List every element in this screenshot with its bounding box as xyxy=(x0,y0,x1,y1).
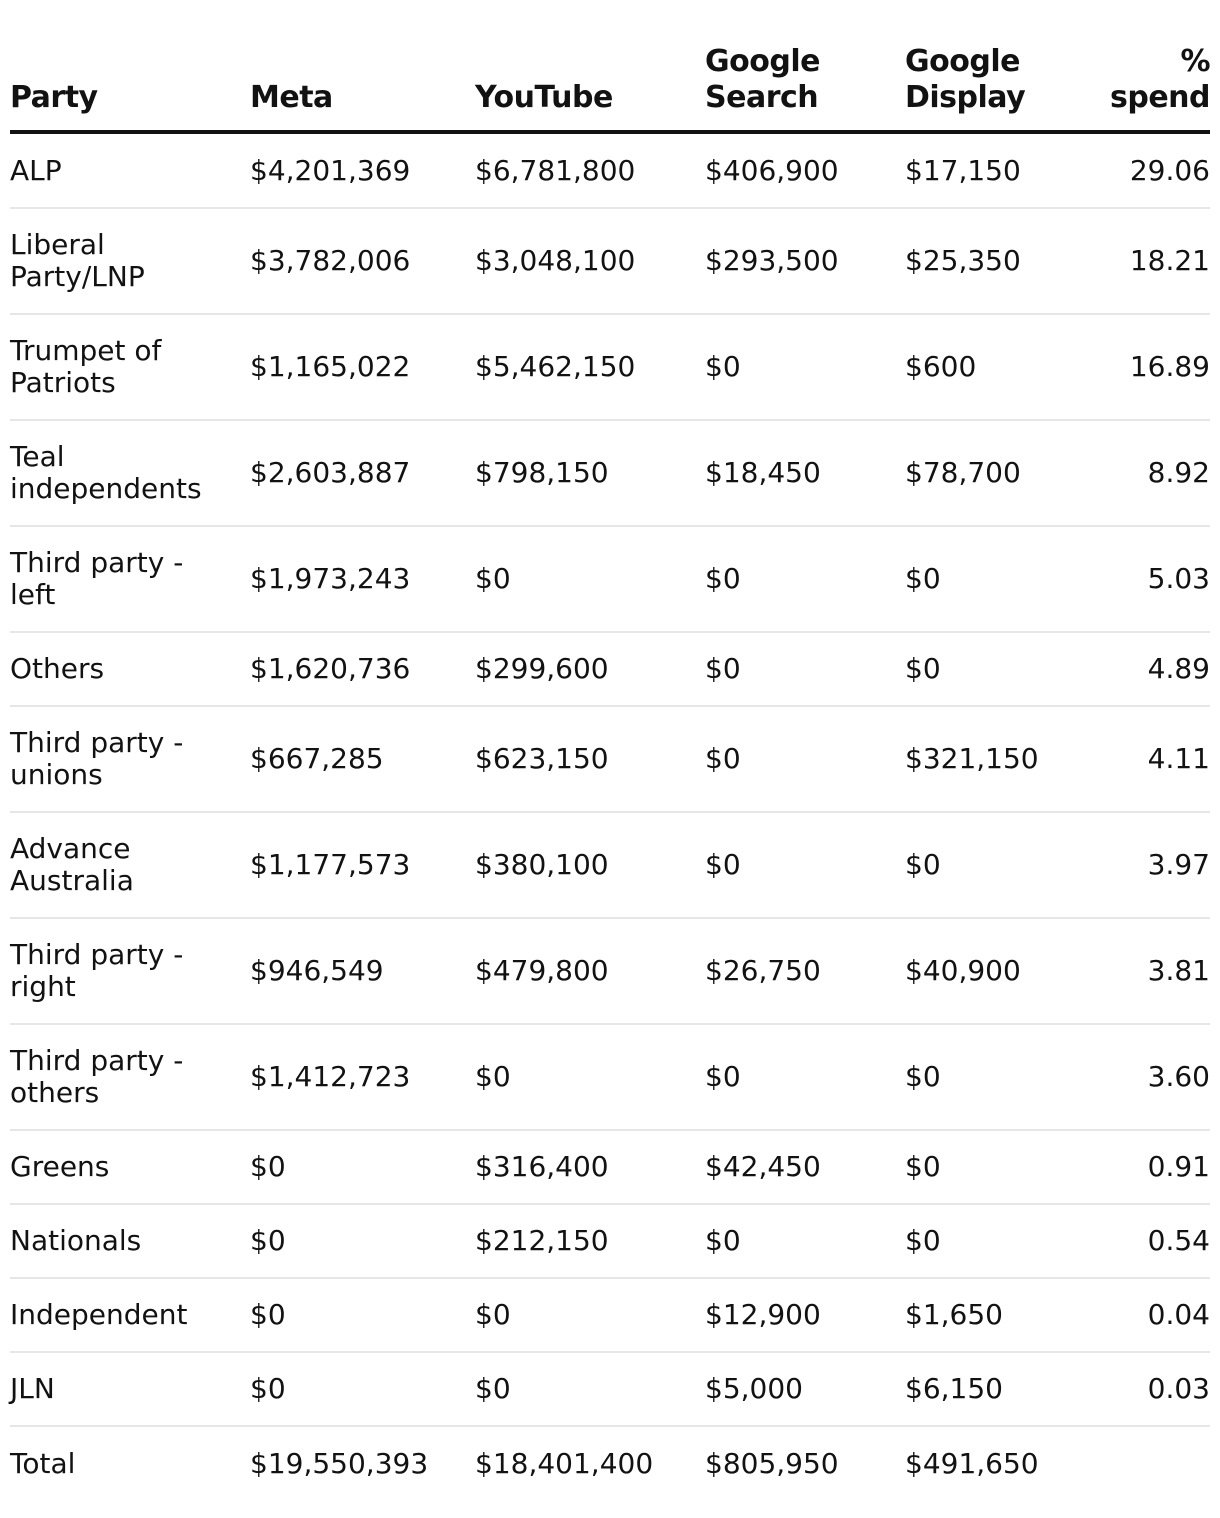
cell-google-search: $26,750 xyxy=(705,918,905,1024)
cell-party: Nationals xyxy=(10,1204,250,1278)
cell-google-display: $0 xyxy=(905,1024,1105,1130)
cell-pct-spend: 8.92 xyxy=(1105,420,1210,526)
cell-google-display: $0 xyxy=(905,526,1105,632)
cell-youtube: $212,150 xyxy=(475,1204,705,1278)
cell-party: Advance Australia xyxy=(10,812,250,918)
cell-meta: $1,620,736 xyxy=(250,632,475,706)
header-meta[interactable]: Meta xyxy=(250,0,475,132)
cell-google-display: $0 xyxy=(905,1130,1105,1204)
cell-party: Greens xyxy=(10,1130,250,1204)
cell-party: Independent xyxy=(10,1278,250,1352)
cell-youtube: $0 xyxy=(475,526,705,632)
table-row xyxy=(10,812,1210,918)
cell-meta: $1,412,723 xyxy=(250,1024,475,1130)
cell-google-search: $0 xyxy=(705,706,905,812)
cell-youtube: $623,150 xyxy=(475,706,705,812)
cell-google-display: $0 xyxy=(905,632,1105,706)
cell-google-display: $1,650 xyxy=(905,1278,1105,1352)
cell-meta: $1,177,573 xyxy=(250,812,475,918)
table-row xyxy=(10,208,1210,314)
cell-google-search: $18,450 xyxy=(705,420,905,526)
cell-pct-spend: 0.54 xyxy=(1105,1204,1210,1278)
cell-meta: $946,549 xyxy=(250,918,475,1024)
cell-party: Liberal Party/LNP xyxy=(10,208,250,314)
cell-party: Third party - unions xyxy=(10,706,250,812)
cell-google-search: $12,900 xyxy=(705,1278,905,1352)
cell-meta: $2,603,887 xyxy=(250,420,475,526)
cell-party: Third party - left xyxy=(10,526,250,632)
cell-google-display: $25,350 xyxy=(905,208,1105,314)
table-row xyxy=(10,1024,1210,1130)
cell-youtube: $0 xyxy=(475,1024,705,1130)
cell-google-search: $42,450 xyxy=(705,1130,905,1204)
ad-spend-table-container xyxy=(10,0,1210,1500)
table-header xyxy=(10,0,1210,132)
header-google-display[interactable]: Google Display xyxy=(905,0,1105,132)
cell-meta: $667,285 xyxy=(250,706,475,812)
cell-google-display: $17,150 xyxy=(905,132,1105,208)
cell-google-search: $406,900 xyxy=(705,132,905,208)
cell-google-search: $0 xyxy=(705,1204,905,1278)
cell-party: JLN xyxy=(10,1352,250,1426)
cell-google-search: $0 xyxy=(705,812,905,918)
cell-meta: $0 xyxy=(250,1352,475,1426)
cell-pct-spend: 0.04 xyxy=(1105,1278,1210,1352)
table-row xyxy=(10,132,1210,208)
cell-youtube: $0 xyxy=(475,1278,705,1352)
table-row xyxy=(10,1352,1210,1426)
table-row xyxy=(10,314,1210,420)
cell-google-search: $0 xyxy=(705,526,905,632)
cell-pct-spend: 0.03 xyxy=(1105,1352,1210,1426)
cell-google-search: $0 xyxy=(705,1024,905,1130)
cell-meta: $0 xyxy=(250,1130,475,1204)
table-row xyxy=(10,1204,1210,1278)
cell-google-display: $6,150 xyxy=(905,1352,1105,1426)
cell-youtube: $316,400 xyxy=(475,1130,705,1204)
cell-youtube: $6,781,800 xyxy=(475,132,705,208)
cell-party: Third party - right xyxy=(10,918,250,1024)
cell-pct-spend: 29.06 xyxy=(1105,132,1210,208)
table-row xyxy=(10,420,1210,526)
cell-youtube: $479,800 xyxy=(475,918,705,1024)
cell-pct-spend: 5.03 xyxy=(1105,526,1210,632)
cell-pct-spend: 18.21 xyxy=(1105,208,1210,314)
cell-google-display: $600 xyxy=(905,314,1105,420)
cell-youtube: $380,100 xyxy=(475,812,705,918)
header-pct-spend[interactable]: % spend xyxy=(1105,0,1210,132)
cell-meta: $0 xyxy=(250,1278,475,1352)
header-party[interactable]: Party xyxy=(10,0,250,132)
cell-google-display: $0 xyxy=(905,1204,1105,1278)
table-row xyxy=(10,1130,1210,1204)
cell-google-search: $0 xyxy=(705,632,905,706)
total-cell-meta: $19,550,393 xyxy=(250,1446,429,1480)
cell-pct-spend: 4.89 xyxy=(1105,632,1210,706)
cell-youtube: $0 xyxy=(475,1352,705,1426)
table-body xyxy=(10,132,1210,1500)
cell-party: Trumpet of Patriots xyxy=(10,314,250,420)
cell-youtube: $798,150 xyxy=(475,420,705,526)
cell-meta: $0 xyxy=(250,1204,475,1278)
cell-meta: $3,782,006 xyxy=(250,208,475,314)
header-youtube[interactable]: YouTube xyxy=(475,0,705,132)
cell-google-display: $0 xyxy=(905,812,1105,918)
cell-meta: $4,201,369 xyxy=(250,132,475,208)
cell-google-display: $40,900 xyxy=(905,918,1105,1024)
table-row xyxy=(10,632,1210,706)
total-cell-party: Total xyxy=(10,1446,76,1480)
total-row xyxy=(10,1426,1210,1500)
cell-google-display: $78,700 xyxy=(905,420,1105,526)
table-row xyxy=(10,526,1210,632)
cell-party: Others xyxy=(10,632,250,706)
table-row xyxy=(10,918,1210,1024)
cell-pct-spend: 3.81 xyxy=(1105,918,1210,1024)
total-cell-youtube: $18,401,400 xyxy=(475,1446,654,1480)
total-cell-google-search: $805,950 xyxy=(705,1446,839,1480)
cell-party: ALP xyxy=(10,132,250,208)
table-row xyxy=(10,706,1210,812)
header-row xyxy=(10,0,1210,132)
cell-pct-spend: 3.60 xyxy=(1105,1024,1210,1130)
cell-pct-spend: 16.89 xyxy=(1105,314,1210,420)
cell-meta: $1,973,243 xyxy=(250,526,475,632)
table-row xyxy=(10,1278,1210,1352)
total-cell-google-display: $491,650 xyxy=(905,1446,1039,1480)
header-google-search[interactable]: Google Search xyxy=(705,0,905,132)
cell-youtube: $299,600 xyxy=(475,632,705,706)
total-cell-pct-spend xyxy=(1105,1426,1210,1500)
cell-youtube: $5,462,150 xyxy=(475,314,705,420)
cell-google-search: $0 xyxy=(705,314,905,420)
cell-party: Teal independents xyxy=(10,420,250,526)
cell-pct-spend: 0.91 xyxy=(1105,1130,1210,1204)
cell-pct-spend: 3.97 xyxy=(1105,812,1210,918)
cell-google-display: $321,150 xyxy=(905,706,1105,812)
cell-pct-spend: 4.11 xyxy=(1105,706,1210,812)
cell-youtube: $3,048,100 xyxy=(475,208,705,314)
ad-spend-table xyxy=(10,0,1210,1500)
cell-google-search: $293,500 xyxy=(705,208,905,314)
cell-party: Third party - others xyxy=(10,1024,250,1130)
cell-meta: $1,165,022 xyxy=(250,314,475,420)
cell-google-search: $5,000 xyxy=(705,1352,905,1426)
